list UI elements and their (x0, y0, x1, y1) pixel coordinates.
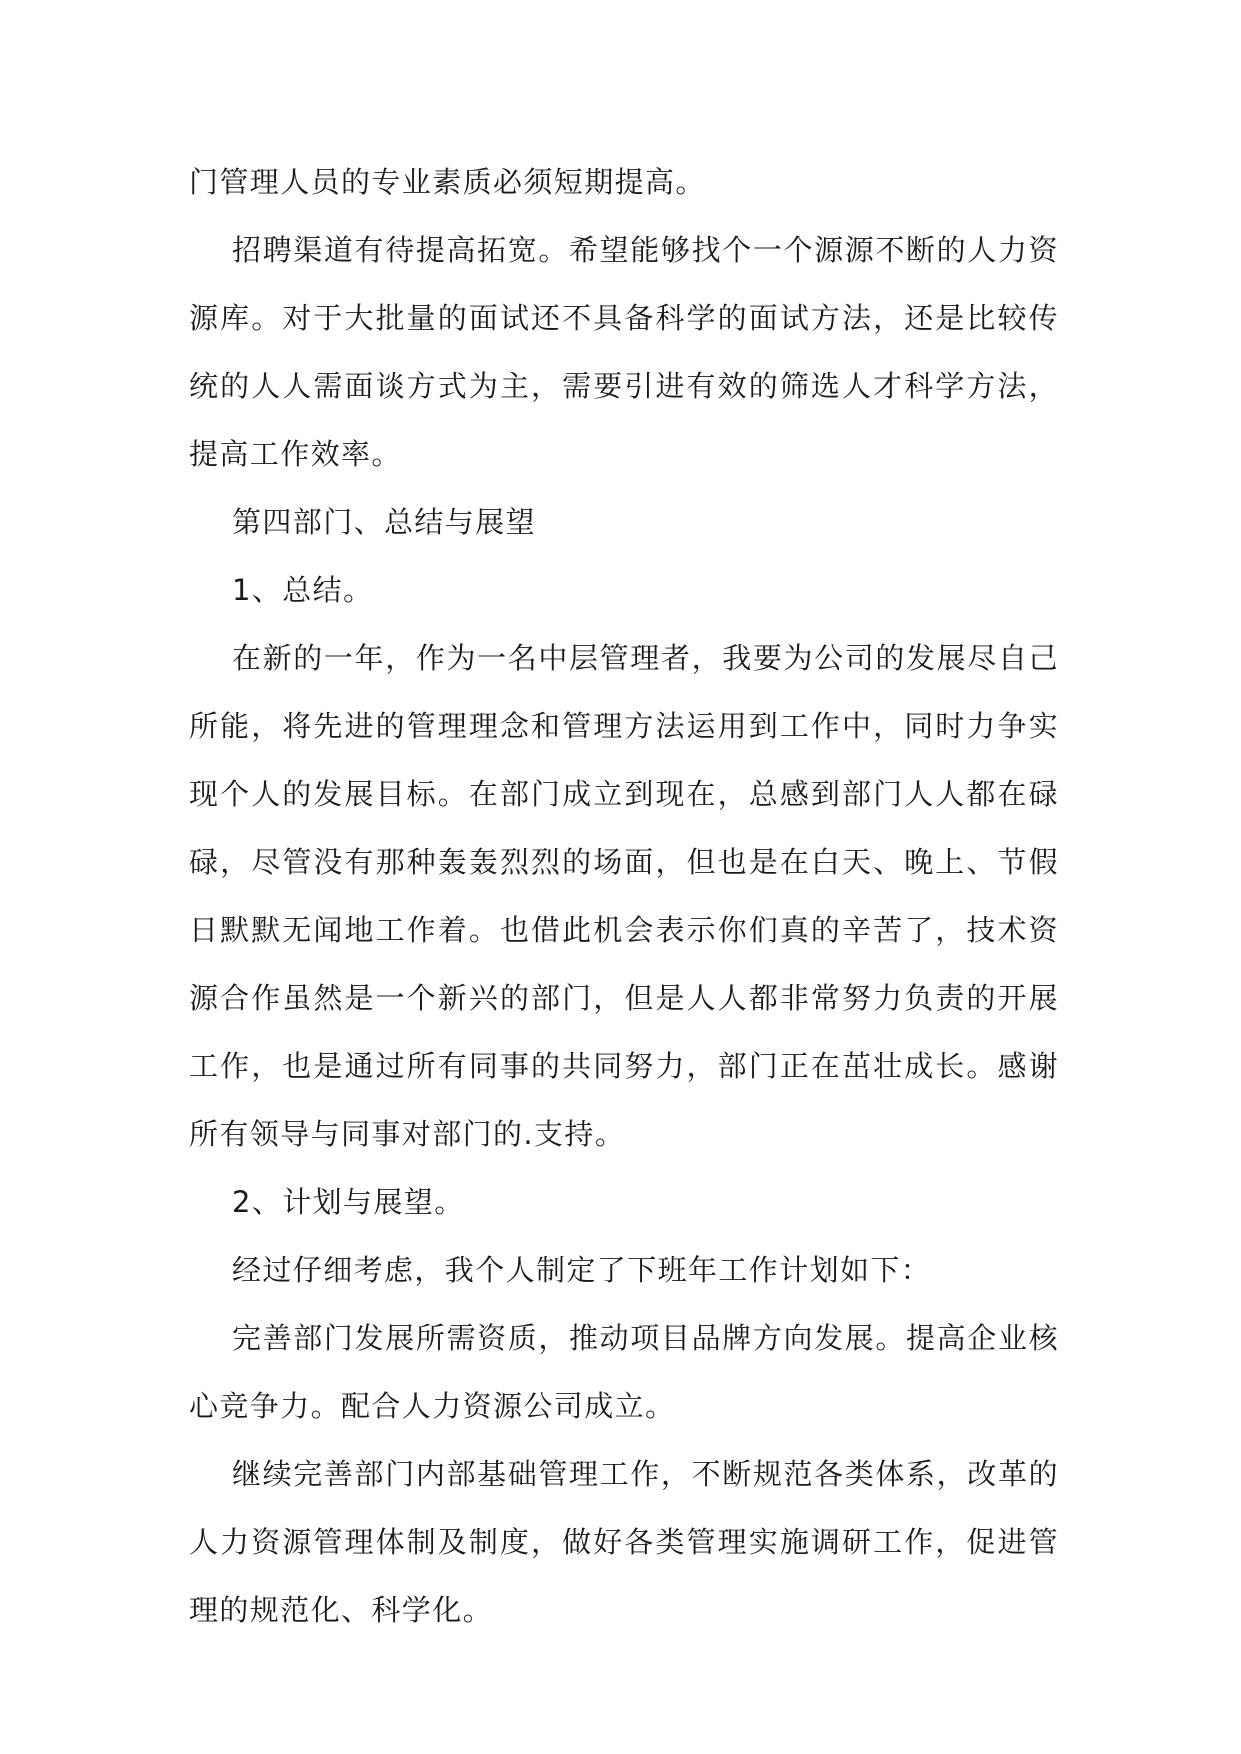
paragraph-plan-intro: 经过仔细考虑，我个人制定了下班年工作计划如下： (232, 1253, 932, 1287)
paragraph-plan-item-1: 完善部门发展所需资质，推动项目品牌方向发展。提高企业核心竞争力。配合人力资源公司成立。 (189, 1321, 1059, 1423)
document-body (189, 148, 1059, 1644)
subheading-plan-outlook: 2、计划与展望。 (232, 1185, 465, 1219)
section-heading-summary-outlook: 第四部门、总结与展望 (232, 505, 537, 539)
subheading-summary: 1、总结。 (232, 573, 374, 607)
paragraph-plan-item-2: 继续完善部门内部基础管理工作，不断规范各类体系，改革的人力资源管理体制及制度，做好各类管理实施调研工作，促进管理的规范化、科学化。 (189, 1457, 1059, 1627)
paragraph-continuation: 门管理人员的专业素质必须短期提高。 (189, 165, 706, 199)
paragraph-summary-body: 在新的一年，作为一名中层管理者，我要为公司的发展尽自己所能，将先进的管理理念和管理方法运用到工作中，同时力争实现个人的发展目标。在部门成立到现在，总感到部门人人都在碌碌，尽管没有那种轰轰烈烈的场面，但也是在白天、晚上、节假日默默无闻地工作着。也借此机会表示你们真的辛苦了，技术资源合作虽然是一个新兴的部门，但是人人都非常努力负责的开展工作，也是通过所有同事的共同努力，部门正在茁壮成长。感谢所有领导与同事对部门的.支持。 (189, 641, 1059, 1151)
paragraph-recruitment: 招聘渠道有待提高拓宽。希望能够找个一个源源不断的人力资源库。对于大批量的面试还不具备科学的面试方法，还是比较传统的人人需面谈方式为主，需要引进有效的筛选人才科学方法，提高工作效率。 (189, 233, 1059, 471)
